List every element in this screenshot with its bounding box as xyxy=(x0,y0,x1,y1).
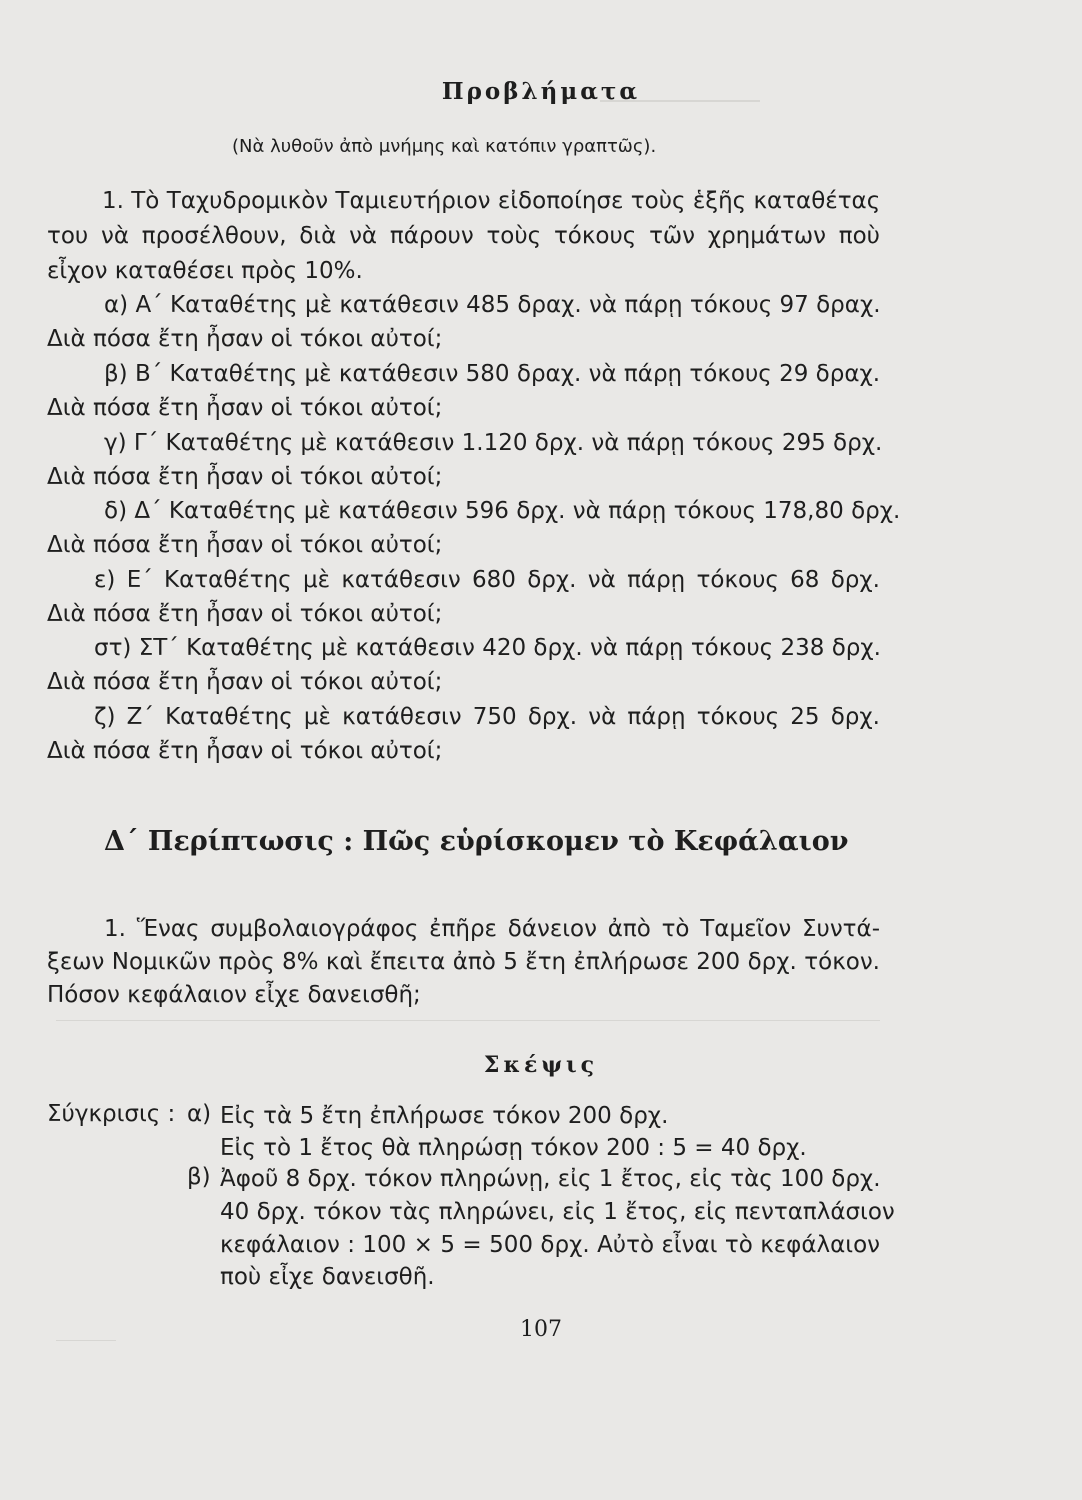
depositor-e: ε) Ε΄ Καταθέτης μὲ κατάθεσιν 680 δρχ. νὰ πάρῃ τόκους 68 δρχ. xyxy=(94,567,880,593)
depositor-st-question: Διὰ πόσα ἔτη ἦσαν οἱ τόκοι αὐτοί; xyxy=(47,669,443,695)
part-a-label: α) xyxy=(187,1101,212,1127)
section-heading: Δ΄ Περίπτωσις : Πῶς εὑρίσκομεν τὸ Κεφάλαιον xyxy=(104,826,849,857)
depositor-st: στ) ΣΤ΄ Καταθέτης μὲ κατάθεσιν 420 δρχ. νὰ πάρῃ τόκους 238 δρχ. xyxy=(94,635,881,661)
part-a-line: Εἰς τὰ 5 ἔτη ἐπλήρωσε τόκον 200 δρχ. xyxy=(220,1103,669,1129)
part-b-line: Ἀφοῦ 8 δρχ. τόκον πληρώνῃ, εἰς 1 ἔτος, εἰς τὰς 100 δρχ. xyxy=(220,1166,881,1192)
depositor-c-question: Διὰ πόσα ἔτη ἦσαν οἱ τόκοι αὐτοί; xyxy=(47,464,443,490)
problem2-line: 1. Ἕνας συμβολαιογράφος ἐπῆρε δάνειον ἀπὸ τὸ Ταμεῖον Συντά- xyxy=(104,916,880,942)
part-a-line: Εἰς τὸ 1 ἔτος θὰ πληρώσῃ τόκον 200 : 5 = 40 δρχ. xyxy=(220,1135,807,1161)
part-b-line: κεφάλαιον : 100 × 5 = 500 δρχ. Αὐτὸ εἶναι τὸ κεφάλαιον xyxy=(220,1232,880,1258)
depositor-d-question: Διὰ πόσα ἔτη ἦσαν οἱ τόκοι αὐτοί; xyxy=(47,532,443,558)
depositor-a: α) Α΄ Καταθέτης μὲ κατάθεσιν 485 δραχ. νὰ πάρῃ τόκους 97 δραχ. xyxy=(104,292,881,318)
depositor-z: ζ) Ζ΄ Καταθέτης μὲ κατάθεσιν 750 δρχ. νὰ πάρῃ τόκους 25 δρχ. xyxy=(94,704,880,730)
problem1-line: 1. Τὸ Ταχυδρομικὸν Ταμιευτήριον εἰδοποίησε τοὺς ἑξῆς καταθέτας xyxy=(102,188,881,214)
part-b-line: 40 δρχ. τόκον τὰς πληρώνει, εἰς 1 ἔτος, εἰς πενταπλάσιον xyxy=(220,1199,895,1225)
comparison-label: Σύγκρισις : xyxy=(47,1101,176,1127)
depositor-d: δ) Δ΄ Καταθέτης μὲ κατάθεσιν 596 δρχ. νὰ πάρῃ τόκους 178,80 δρχ. xyxy=(104,498,901,524)
depositor-b: β) Β΄ Καταθέτης μὲ κατάθεσιν 580 δραχ. νὰ πάρῃ τόκους 29 δραχ. xyxy=(104,361,881,387)
problem1-line: εἶχον καταθέσει πρὸς 10%. xyxy=(47,258,363,284)
depositor-z-question: Διὰ πόσα ἔτη ἦσαν οἱ τόκοι αὐτοί; xyxy=(47,738,443,764)
depositor-e-question: Διὰ πόσα ἔτη ἦσαν οἱ τόκοι αὐτοί; xyxy=(47,601,443,627)
depositor-b-question: Διὰ πόσα ἔτη ἦσαν οἱ τόκοι αὐτοί; xyxy=(47,395,443,421)
depositor-c: γ) Γ΄ Καταθέτης μὲ κατάθεσιν 1.120 δρχ. νὰ πάρῃ τόκους 295 δρχ. xyxy=(104,430,883,456)
page-subtitle: (Νὰ λυθοῦν ἀπὸ μνήμης καὶ κατόπιν γραπτῶς). xyxy=(232,136,657,157)
page-title: Προβλήματα xyxy=(441,78,641,105)
problem2-line: ξεων Νομικῶν πρὸς 8% καὶ ἔπειτα ἀπὸ 5 ἔτη ἐπλήρωσε 200 δρχ. τόκον. xyxy=(47,949,880,975)
page-number: 107 xyxy=(520,1317,562,1342)
part-b-label: β) xyxy=(187,1164,211,1190)
part-b-line: ποὺ εἶχε δανεισθῆ. xyxy=(220,1264,435,1290)
show-through-mark xyxy=(56,1020,880,1021)
thought-heading: Σκέψις xyxy=(483,1052,599,1078)
problem2-line: Πόσον κεφάλαιον εἶχε δανεισθῆ; xyxy=(47,982,421,1008)
problem1-line: του νὰ προσέλθουν, διὰ νὰ πάρουν τοὺς τόκους τῶν χρημάτων ποὺ xyxy=(47,223,880,249)
depositor-a-question: Διὰ πόσα ἔτη ἦσαν οἱ τόκοι αὐτοί; xyxy=(47,326,443,352)
